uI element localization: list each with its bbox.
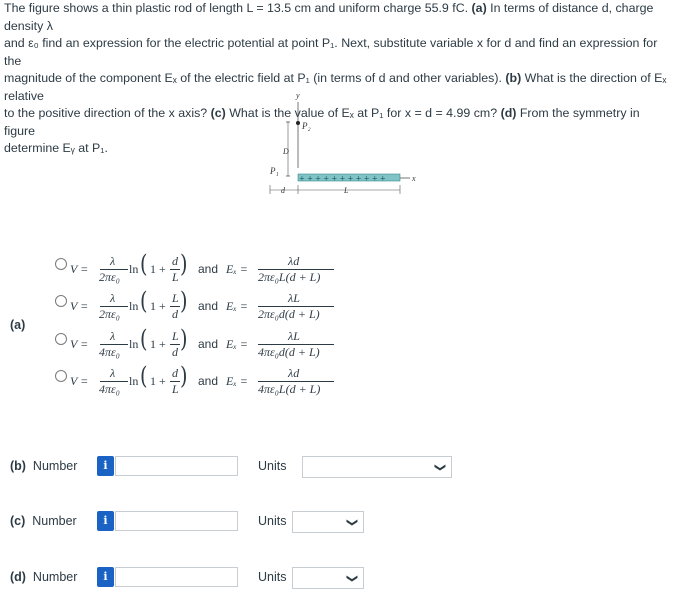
info-icon[interactable]: i [97,456,114,476]
units-select[interactable] [292,567,364,589]
v-den: 4πε₀ [99,382,120,396]
ln-text: ln [129,374,139,388]
p2-point [296,121,300,125]
choice-1[interactable]: V = λ 2πε₀ ln ( 1 + d L ) and Eₓ = λd 2πε₀L(d + L) [52,256,372,292]
one-plus: 1 + [150,337,166,351]
number-text: Number [32,570,78,584]
one-plus: 1 + [150,262,166,276]
number-text: Number [32,514,77,528]
v-den: 4πε₀ [99,345,120,359]
choice-radio[interactable] [55,295,67,307]
e-den: 4πε₀d(d + L) [258,345,320,359]
v-num: λ [110,366,116,380]
ln-text: ln [129,337,139,351]
p1-label: P₁ [270,166,279,176]
number-input[interactable] [115,511,238,531]
v-den: 2πε₀ [99,307,120,321]
ex-eq: Eₓ = [226,262,248,276]
v-num: λ [110,329,116,343]
chevron-down-icon: ❯ [433,462,446,473]
v-eq: V = [70,262,89,276]
e-num: λL [288,291,300,305]
number-input[interactable] [115,567,238,587]
v-num: λ [110,291,116,305]
one-plus: 1 + [150,299,166,313]
choice-2[interactable]: V = λ 2πε₀ ln ( 1 + L d ) and Eₓ = λL 2πε₀d(d + L) [52,293,372,329]
e-den: 4πε₀L(d + L) [258,382,321,396]
rod-plus-signs: + + + + + + + + + + + [299,174,386,183]
ln-text: ln [129,299,139,313]
ln-num: d [172,254,178,268]
and-text: and [198,374,219,388]
ln-num: d [172,366,178,380]
units-label: Units [258,514,287,528]
e-num: λd [288,254,300,268]
row-label: (d) Number [10,570,78,584]
ln-den: d [172,345,178,359]
e-den: 2πε₀d(d + L) [258,307,320,321]
v-eq: V = [70,299,89,313]
ln-den: L [172,270,179,284]
units-select[interactable] [292,511,364,533]
ex-eq: Eₓ = [226,374,248,388]
axis-x-label: x [412,174,416,183]
choice-3[interactable]: V = λ 4πε₀ ln ( 1 + L d ) and Eₓ = λL 4πε₀d(d + L) [52,331,372,367]
e-num: λd [288,366,300,380]
d-vertical-label: D [283,147,289,156]
v-den: 2πε₀ [99,270,120,284]
number-text: Number [32,459,78,473]
ex-eq: Eₓ = [226,337,248,351]
ln-den: d [172,307,178,321]
ln-den: L [172,382,179,396]
number-input[interactable] [115,456,238,476]
chevron-down-icon: ❯ [345,573,358,584]
choice-radio[interactable] [55,258,67,270]
and-text: and [198,262,219,276]
choice-radio[interactable] [55,370,67,382]
chevron-down-icon: ❯ [345,517,358,528]
v-eq: V = [70,374,89,388]
and-text: and [198,299,219,313]
axis-y-label: y [296,91,300,100]
v-eq: V = [70,337,89,351]
info-icon[interactable]: i [97,567,114,587]
choice-radio[interactable] [55,333,67,345]
row-label: (c) Number [10,514,77,528]
units-label: Units [258,570,287,584]
info-icon[interactable]: i [97,511,114,531]
d-horizontal-label: d [281,186,285,195]
ln-num: L [172,291,179,305]
units-select[interactable] [302,456,452,478]
and-text: and [198,337,219,351]
question-text: The figure shows a thin plastic rod of length L = 13.5 cm and uniform charge 55.9 fC. (a) In terms of distance d, charge density λ and ε₀ find an expression for the electric potential at point P₁. Next, substitute variable x for d and find an expression for the magnitude of the component Eₓ of the electric field at P₁ (in terms of d and other variables). (b) What is the direction of Eₓ relative to the positive direction of the x axis? (c) What is the value of Eₓ at P₁ for x = d = 4.99 cm? (d) From the symmetry in figure determine Eᵧ at P₁. [4,1,667,155]
choice-4[interactable]: V = λ 4πε₀ ln ( 1 + d L ) and Eₓ = λd 4πε₀L(d + L) [52,368,372,404]
e-num: λL [288,329,300,343]
ex-eq: Eₓ = [226,299,248,313]
row-label: (b) Number [10,459,78,473]
ln-text: ln [129,262,139,276]
rod-figure [250,88,430,208]
units-label: Units [258,459,287,473]
part-a-label: (a) [10,318,26,332]
one-plus: 1 + [150,374,166,388]
l-label: L [344,186,349,195]
e-den: 2πε₀L(d + L) [258,270,321,284]
ln-num: L [172,329,179,343]
v-num: λ [110,254,116,268]
p2-label: P₂ [302,121,311,131]
